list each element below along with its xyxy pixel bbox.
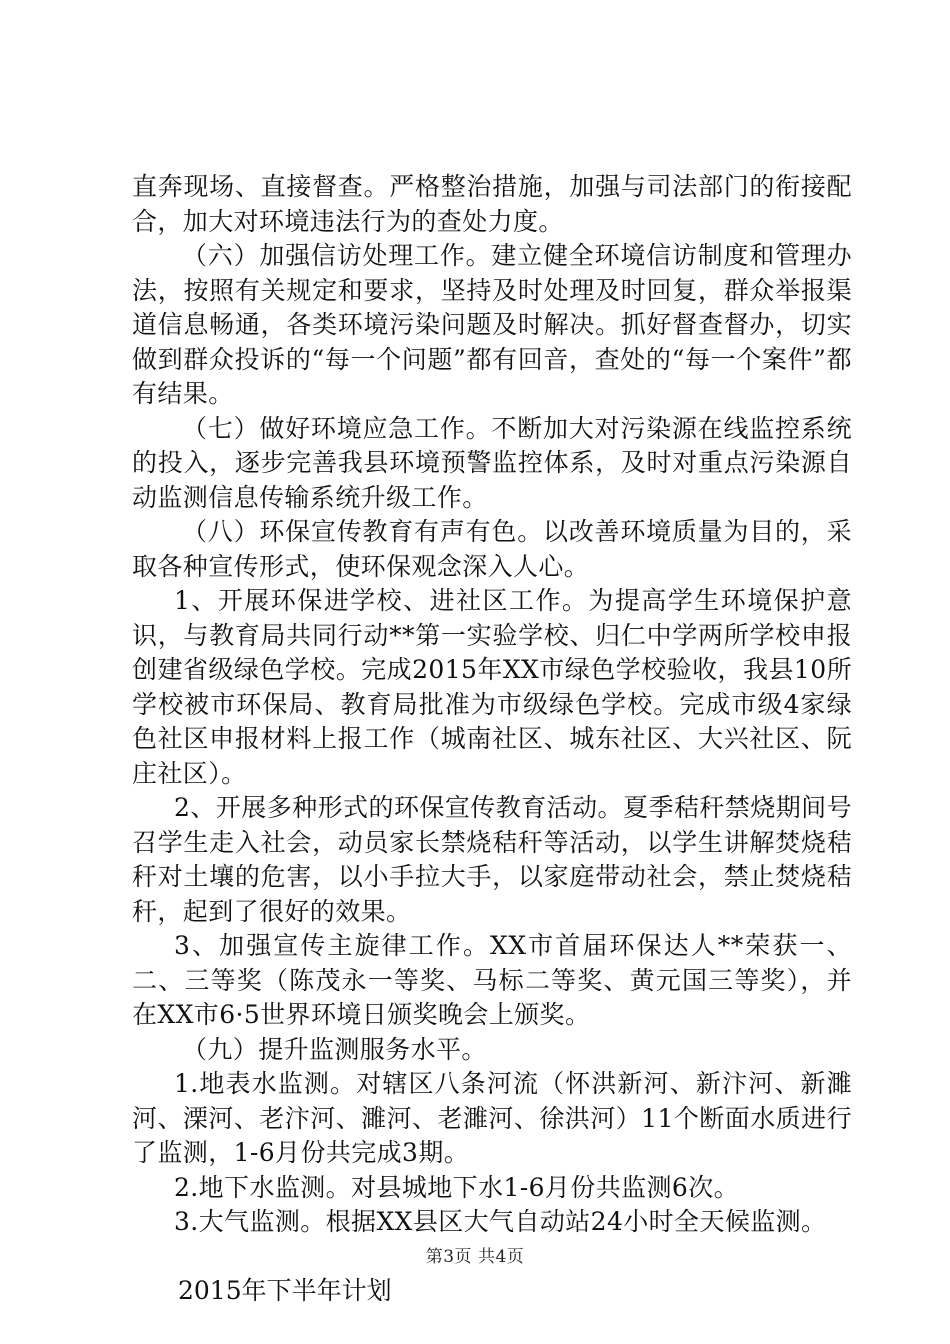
paragraph-air-monitoring: 3.大气监测。根据XX县区大气自动站24小时全天候监测。 bbox=[174, 1207, 827, 1236]
section-heading-plan: 2015年下半年计划 bbox=[178, 1275, 392, 1305]
paragraph-schools-communities: 1、开展环保进学校、进社区工作。为提高学生环境保护意识，与教育局共同行动**第一实验学校、归仁中学两所学校申报创建省级绿色学校。完成2015年XX市绿色学校验收，我县10所学校被市环保局、教育局批准为市级绿色学校。完成市级4家绿色社区申报材料上报工作（城南社区、城东社区、大兴社区、阮庄社区）。 bbox=[132, 586, 852, 788]
paragraph-monitoring-service: （九）提升监测服务水平。 bbox=[182, 1034, 487, 1064]
page-number-footer: 第3页 共4页 bbox=[425, 1247, 525, 1267]
paragraph-publicity-activities: 2、开展多种形式的环保宣传教育活动。夏季秸秆禁烧期间号召学生走入社会，动员家长禁烧秸秆等活动，以学生讲解焚烧秸秆对土壤的危害，以小手拉大手，以家庭带动社会，禁止焚烧秸秆，起到了很好的效果。 bbox=[132, 793, 852, 926]
paragraph-petition-handling: （六）加强信访处理工作。建立健全环境信访制度和管理办法，按照有关规定和要求，坚持及时处理及时回复，群众举报渠道信息畅通，各类环境污染问题及时解决。抓好督查督办，切实做到群众投诉的“每一个问题”都有回音，查处的“每一个案件”都有结果。 bbox=[132, 241, 852, 408]
document-body bbox=[132, 170, 852, 1308]
paragraph-publicity-education: （八）环保宣传教育有声有色。以改善环境质量为目的，采取各种宣传形式，使环保观念深入人心。 bbox=[132, 517, 852, 581]
paragraph-surface-water: 1.地表水监测。对辖区八条河流（怀洪新河、新汴河、新濉河、溧河、老汴河、濉河、老濉河、徐洪河）11个断面水质进行了监测，1-6月份共完成3期。 bbox=[132, 1069, 852, 1167]
paragraph-groundwater: 2.地下水监测。对县城地下水1-6月份共监测6次。 bbox=[174, 1172, 740, 1202]
paragraph-supervision: 直奔现场、直接督查。严格整治措施，加强与司法部门的衔接配合，加大对环境违法行为的查处力度。 bbox=[132, 172, 852, 236]
paragraph-emergency-work: （七）做好环境应急工作。不断加大对污染源在线监控系统的投入，逐步完善我县环境预警监控体系，及时对重点污染源自动监测信息传输系统升级工作。 bbox=[132, 413, 852, 512]
paragraph-main-theme: 3、加强宣传主旋律工作。XX市首届环保达人**荣获一、二、三等奖（陈茂永一等奖、马标二等奖、黄元国三等奖），并在XX市6·5世界环境日颁奖晚会上颁奖。 bbox=[132, 931, 852, 1029]
